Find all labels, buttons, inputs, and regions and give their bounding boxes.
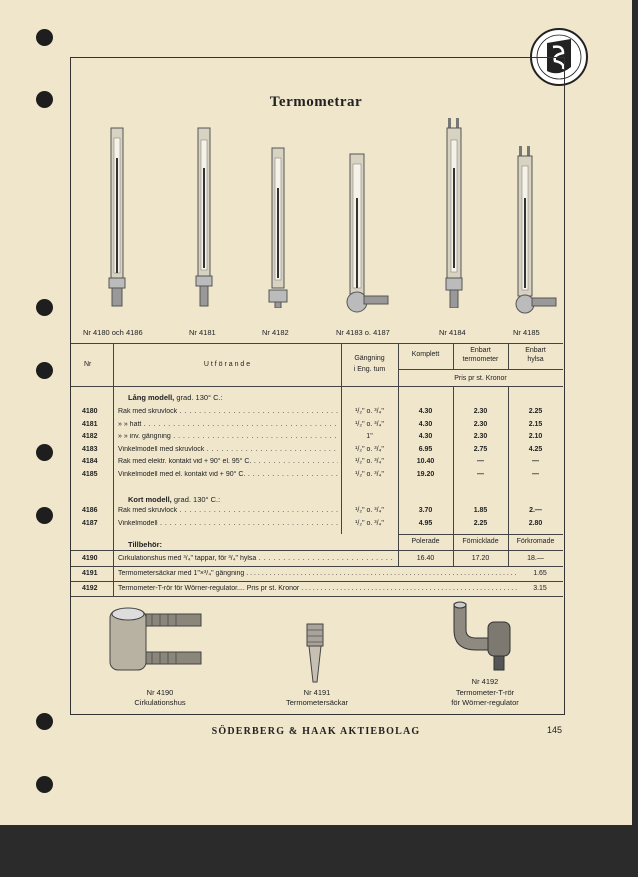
table-border [71, 566, 563, 567]
table-border [398, 534, 563, 535]
page-number: 145 [547, 725, 563, 735]
header-utforande: U t f ö r a n d e [203, 361, 251, 368]
row-nr: 4183 [82, 445, 98, 453]
thread-size: ¹/₂" o. ³/₄" [355, 470, 384, 478]
row-description: » » hatt . . . [118, 421, 338, 428]
section-long-model: Lång modell, grad. 130° C.: [128, 393, 223, 402]
price-komplett: 19.20 [416, 470, 435, 478]
thermometer-label: Nr 4183 o. 4187 [336, 328, 390, 337]
row-description: Rak med elektr. kontakt vid + 90° el. 95° C. . . . [118, 458, 338, 465]
thermometer-4182-image [266, 118, 292, 338]
thermometer-4183-image [344, 118, 390, 338]
thread-size: 1" [366, 433, 373, 440]
price-termometer: — [477, 458, 484, 465]
price-hylsa: 2.10 [528, 433, 543, 440]
price-termometer: 2.75 [473, 445, 488, 453]
row-nr: 4180 [82, 408, 98, 415]
header-gangning-unit: i Eng. tum [353, 366, 386, 373]
thermometer-label: Nr 4185 [513, 328, 540, 337]
price-hylsa: 4.25 [528, 445, 543, 453]
price-komplett: 4.30 [418, 420, 433, 428]
part-name: Termometersäckar [285, 698, 349, 707]
binder-hole [36, 362, 53, 379]
thread-size: ¹/₂" o. ³/₄" [355, 458, 384, 465]
binder-hole [36, 507, 53, 524]
thread-size: ¹/₂" o. ³/₄" [355, 420, 384, 428]
row-nr: 4186 [82, 507, 98, 514]
thermometer-4185-image [513, 118, 559, 338]
price-termometer: 2.30 [473, 420, 488, 428]
section-short-model: Kort modell, grad. 130° C.: [128, 495, 221, 504]
thread-size: ¹/₂" o. ³/₄" [355, 507, 384, 514]
price-hylsa: 2.80 [528, 519, 543, 527]
row-nr: 4185 [82, 470, 98, 478]
table-border [71, 343, 563, 344]
price-komplett: 4.30 [418, 408, 433, 415]
table-border [71, 386, 563, 387]
price-polerade: 16.40 [416, 555, 435, 562]
table-border [398, 369, 563, 370]
t-pipe-image [450, 600, 516, 672]
price-fornicklade: 17.20 [471, 555, 490, 562]
row-description: Vinkelmodell med el. kontakt vid + 90° C. . . . [118, 471, 338, 478]
price-komplett: 4.30 [418, 433, 433, 440]
page-title: Termometrar [269, 94, 363, 110]
thermometer-label: Nr 4180 och 4186 [83, 328, 143, 337]
header-komplett: Komplett [411, 351, 440, 358]
price-termometer: 1.85 [473, 507, 488, 514]
thermometer-sleeve-image [303, 622, 327, 684]
accessories-heading: Tillbehör: [128, 540, 163, 549]
header-nr: Nr [84, 361, 92, 368]
binder-hole [36, 776, 53, 793]
part-name: Cirkulationshus [134, 698, 186, 707]
thermometer-label: Nr 4184 [439, 328, 466, 337]
price-forkromade: 18.— [527, 555, 544, 562]
price: 1.65 [525, 570, 555, 577]
row-nr: 4187 [82, 519, 98, 527]
price-komplett: 4.95 [418, 519, 433, 527]
part-name: för Wörner-regulator [451, 698, 519, 707]
price-termometer: 2.30 [473, 408, 488, 415]
row-nr: 4192 [82, 585, 98, 592]
row-description: Vinkelmodell . . . [118, 520, 338, 527]
table-border [113, 343, 114, 596]
price-hylsa: 2.— [529, 507, 542, 514]
price-komplett: 6.95 [418, 445, 433, 453]
col-polerade: Polerade [411, 538, 440, 545]
binder-hole [36, 29, 53, 46]
header-enbart-hylsa: Enbart [525, 347, 546, 354]
header-pris: Pris pr st. Kronor [454, 375, 507, 382]
part-name: Termometer-T-rör [455, 688, 515, 697]
thread-size: ¹/₂" o. ³/₄" [355, 408, 384, 415]
row-nr: 4182 [82, 433, 98, 440]
col-fornicklade: Förnicklade [462, 538, 499, 545]
row-nr: 4184 [82, 458, 98, 465]
row-nr: 4191 [82, 570, 98, 577]
header-enbart-hylsa: hylsa [527, 356, 544, 363]
price-hylsa: — [532, 470, 539, 478]
thermometer-4180-image [104, 118, 132, 338]
binder-hole [36, 444, 53, 461]
header-gangning: Gängning [354, 355, 385, 362]
table-border [71, 581, 563, 582]
row-description: Vinkelmodell med skruvlock . . . [118, 446, 338, 453]
row-nr: 4190 [82, 555, 98, 562]
binder-hole [36, 299, 53, 316]
thermometer-4181-image [193, 118, 217, 338]
price-komplett: 3.70 [418, 507, 433, 514]
price-termometer: — [477, 470, 484, 478]
row-description: Termometersäckar med 1"×³/₄" gängning . . . [118, 570, 518, 577]
col-forkromade: Förkromade [516, 538, 555, 545]
thermometer-label: Nr 4182 [262, 328, 289, 337]
part-nr: Nr 4192 [471, 677, 499, 686]
price-termometer: 2.30 [473, 433, 488, 440]
company-footer: SÖDERBERG & HAAK AKTIEBOLAG [211, 726, 421, 737]
thread-size: ¹/₂" o. ³/₄" [355, 445, 384, 453]
thermometer-label: Nr 4181 [189, 328, 216, 337]
row-nr: 4181 [82, 420, 98, 428]
price-komplett: 10.40 [416, 458, 435, 465]
row-description: » » inv. gängning . . . [118, 433, 338, 440]
price-hylsa: 2.15 [528, 420, 543, 428]
header-enbart-term: termometer [462, 356, 499, 363]
row-description: Rak med skruvlock . . . [118, 507, 338, 514]
price-hylsa: — [532, 458, 539, 465]
circulation-housing-image [104, 600, 204, 680]
thread-size: ¹/₂" o. ³/₄" [355, 519, 384, 527]
part-nr: Nr 4190 [146, 688, 174, 697]
row-description: Rak med skruvlock . . . [118, 408, 338, 415]
row-description: Cirkulationshus med ³/₄" tappar, för ³/₄" hylsa . . . [118, 555, 396, 562]
price: 3.15 [525, 585, 555, 592]
price-termometer: 2.25 [473, 519, 488, 527]
row-description: Termometer-T-rör för Wörner-regulator.... Pris pr st. Kronor . . . [118, 585, 518, 592]
price-hylsa: 2.25 [528, 408, 543, 415]
thermometer-4184-image [444, 118, 470, 338]
table-border [71, 550, 563, 551]
header-enbart-term: Enbart [470, 347, 491, 354]
table-border [71, 596, 563, 597]
part-nr: Nr 4191 [303, 688, 331, 697]
